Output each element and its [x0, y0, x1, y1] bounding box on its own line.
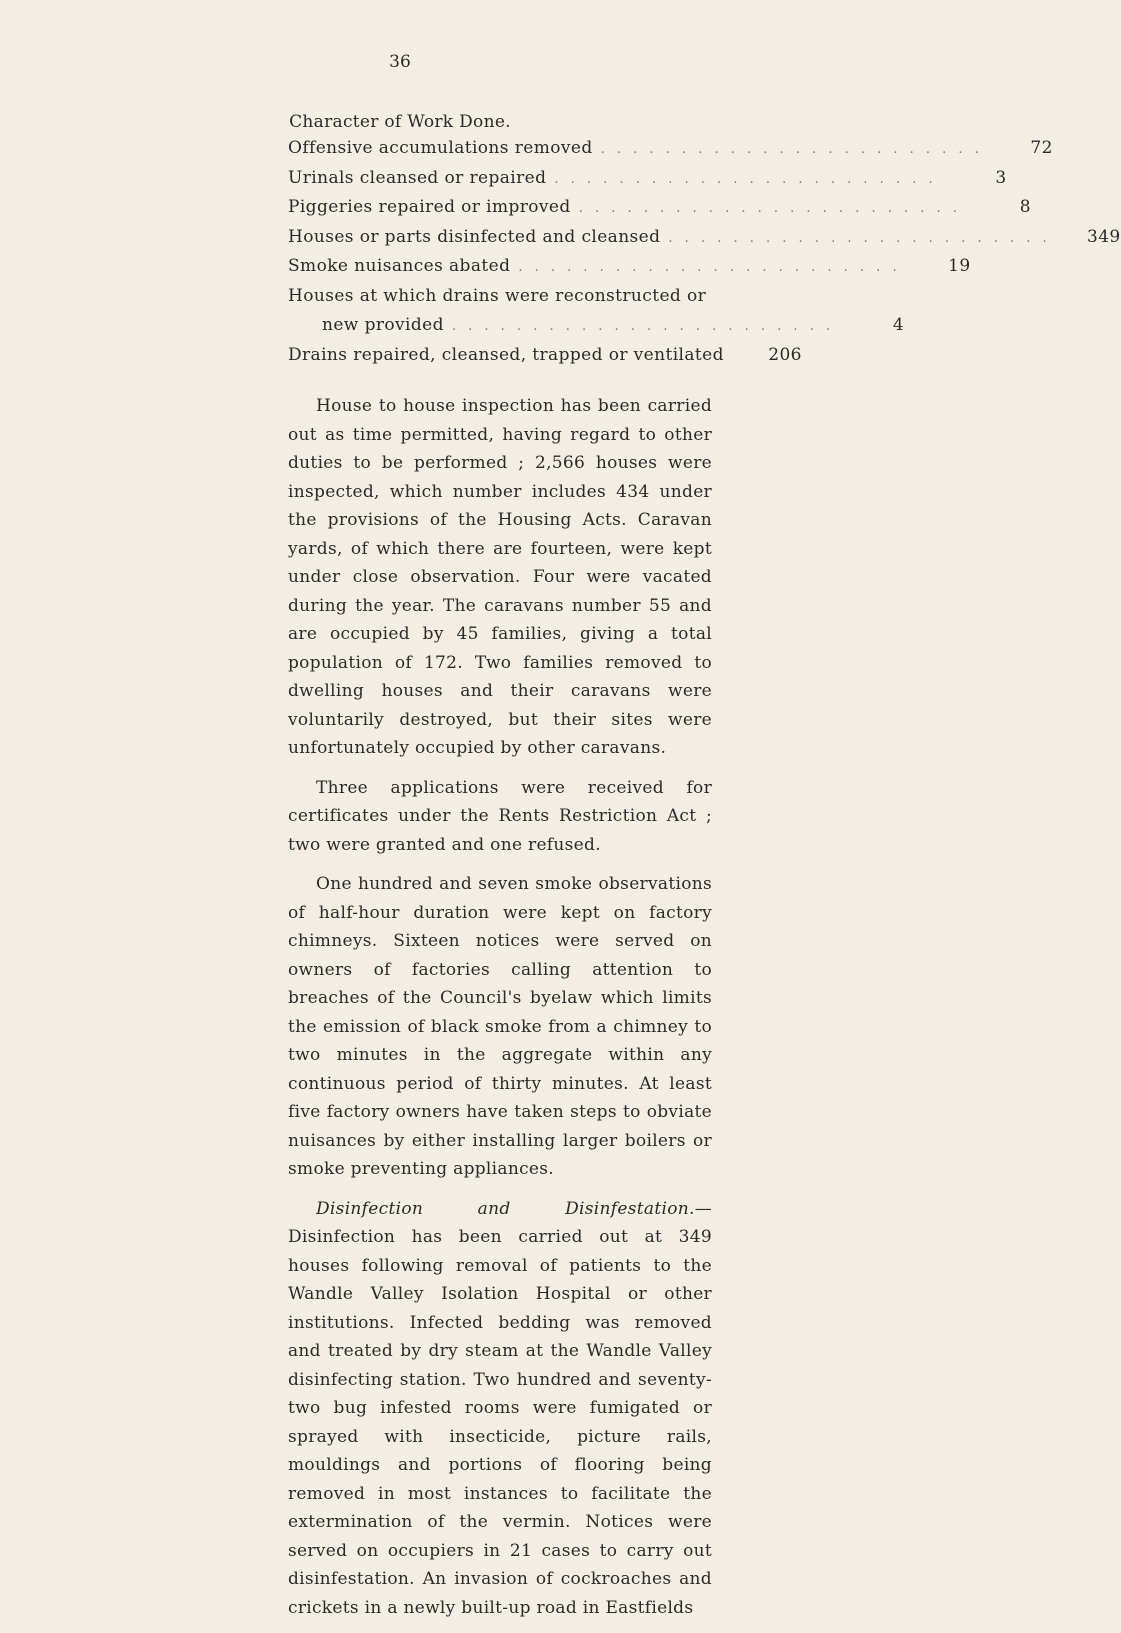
page-number: 36 — [389, 52, 411, 72]
table-row — [288, 167, 1007, 198]
row-line2 — [288, 315, 905, 345]
table-row — [288, 285, 905, 345]
table-row — [288, 344, 802, 375]
row-value: 3 — [995, 167, 1007, 188]
paragraph-smoke-observations: One hundred and seven smoke observations of half-hour duration were kept on factory chimneys. Sixteen notices were served on owners of factories calling attention to breaches of the Council's byelaw which limits the emission of black smoke from a chimney to two minutes in the aggregate within any continuous period of thirty minutes. At least five factory owners have taken steps to obviate nuisances by either installing larger boilers or smoke preventing appliances. — [288, 874, 712, 1179]
table-row — [288, 138, 1053, 168]
leader-dots: . . . . . . . . . . . . . . . . . . . . . . . . — [668, 230, 1051, 246]
table-row — [288, 197, 1031, 227]
leader-dots: . . . . . . . . . . . . . . . . . . . . . . . . — [578, 201, 961, 216]
row-label: Smoke nuisances abated — [288, 256, 511, 276]
row-label-line1: Houses at which drains were reconstructed or — [288, 285, 707, 306]
row-label: Drains repaired, cleansed, trapped or ventilated — [288, 344, 724, 365]
row-label: Houses or parts disinfected and cleansed — [288, 226, 661, 247]
leader-dots: . . . . . . . . . . . . . . . . . . . . . . . . — [600, 142, 983, 157]
row-value: 349 — [1087, 226, 1121, 247]
paragraph-house-inspection: House to house inspection has been carried out as time permitted, having regard to other duties to be performed ; 2,566 houses were inspected, which number includes 434 under the provisions of the Housing Acts. Caravan yards, of which there are fourteen, were kept under close observation. Four were vacated during the year. The caravans number 55 and are occupied by 45 families, giving a total population of 172. Two families removed to dwelling houses and their caravans were voluntarily destroyed, but their sites were unfortunately occupied by other caravans. — [288, 396, 712, 758]
section-heading: Disinfection and Disinfestation. — [316, 1198, 695, 1219]
row-value: 4 — [892, 315, 905, 335]
paragraph-disinfection — [288, 1195, 712, 1623]
row-value: 8 — [1019, 197, 1031, 217]
row-value: 206 — [768, 344, 802, 365]
table-title: Character of Work Done. — [289, 112, 511, 132]
leader-dots: . . . . . . . . . . . . . . . . . . . . . . . . — [554, 171, 937, 187]
leader-dots: . . . . . . . . . . . . . . . . . . . . . . . . — [518, 260, 901, 275]
row-label: Offensive accumulations removed — [288, 138, 593, 158]
table-row — [288, 226, 1121, 257]
work-done-table — [288, 138, 1121, 374]
table-row — [288, 256, 971, 286]
body-text — [288, 392, 712, 1633]
row-label-line2: new provided — [322, 315, 444, 335]
row-label: Urinals cleansed or repaired — [288, 167, 547, 188]
paragraph-rents-restriction: Three applications were received for certificates under the Rents Restriction Act ; two were granted and one refused. — [288, 777, 712, 855]
row-value: 19 — [948, 256, 971, 276]
row-value: 72 — [1030, 138, 1053, 158]
leader-dots: . . . . . . . . . . . . . . . . . . . . . . . . — [451, 319, 835, 334]
paragraph-disinfection-text: —Disinfection has been carried out at 349 houses following removal of patients to the Wandle Valley Isolation Hospital or other institutions. Infected bedding was removed and treated by dry steam at the Wandle Valley disinfecting station. Two hundred and seventy-two bug infested rooms were fumigated or sprayed with insecticide, picture rails, mouldings and portions of flooring being removed in most instances to facilitate the extermination of the vermin. Notices were served on occupiers in 21 cases to carry out disinfestation. An invasion of cockroaches and crickets in a newly built-up road in Eastfields — [288, 1198, 712, 1618]
row-label: Piggeries repaired or improved — [288, 197, 571, 217]
